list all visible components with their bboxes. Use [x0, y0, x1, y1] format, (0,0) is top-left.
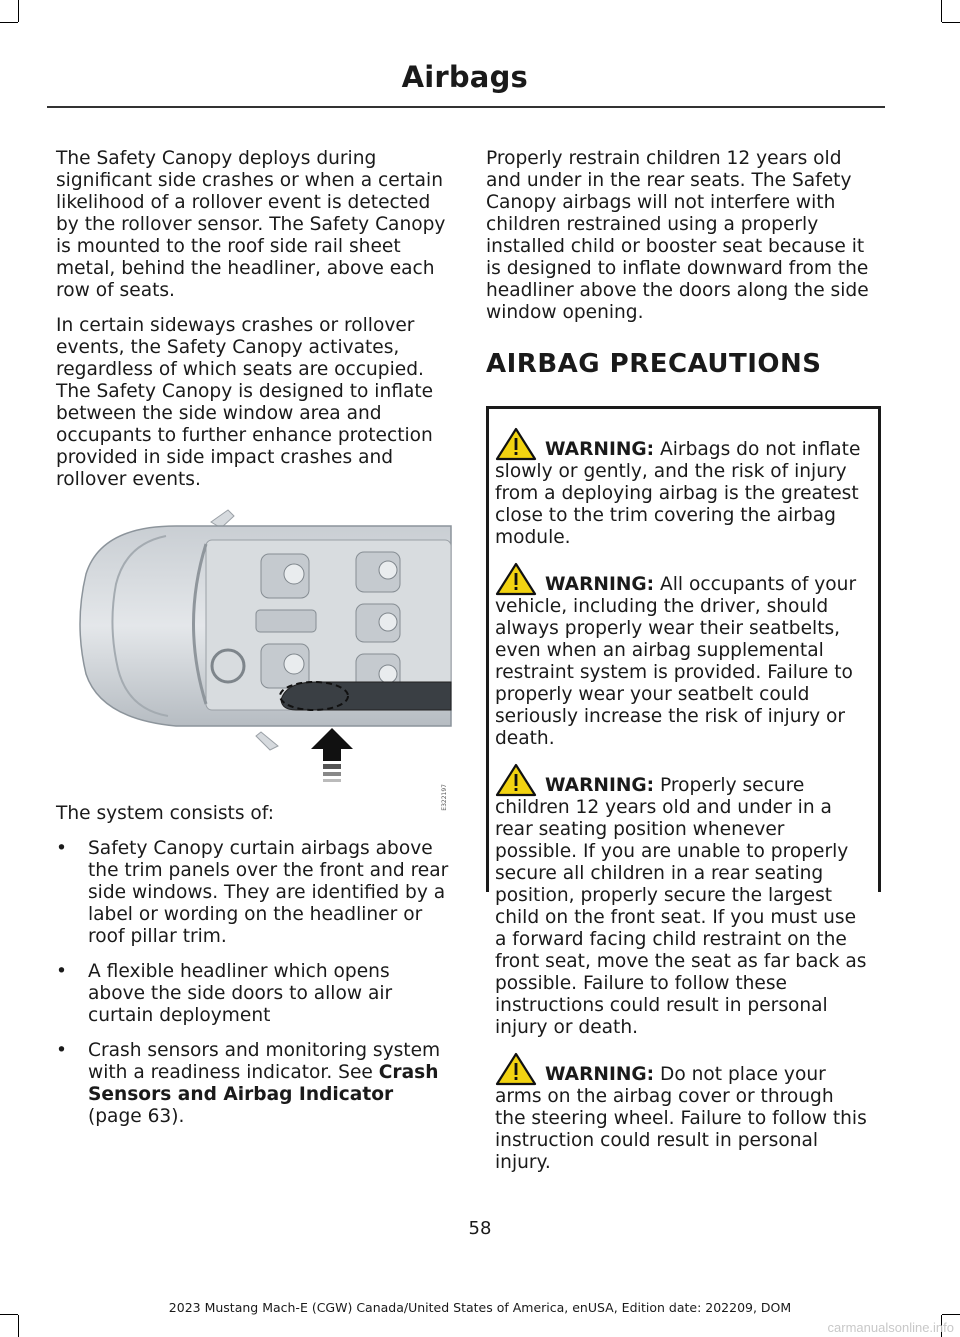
- bullet-marker: •: [56, 1040, 67, 1061]
- list-item-text: Safety Canopy curtain airbags above the trim panels over the front and rear side windows. They are identified by a label or wording on the headliner or roof pillar trim.: [88, 838, 449, 947]
- list-item: [56, 838, 451, 948]
- warning-item: [495, 427, 870, 549]
- cross-reference-link[interactable]: Crash Sensors and Airbag Indicator: [88, 1062, 439, 1105]
- page-reference: (page 63).: [88, 1106, 185, 1127]
- warning-item: [495, 562, 870, 750]
- vehicle-top-view-image: [56, 504, 451, 811]
- paragraph: The Safety Canopy deploys during significant side crashes or when a certain likelihood of a rollover event is detected by the rollover sensor. The Safety Canopy is mounted to the roof side rail sheet metal, behind the headliner, above each row of seats.: [56, 148, 446, 301]
- warning-text: Do not place your arms on the airbag cover or through the steering wheel. Failure to follow this instruction could result in personal injury.: [495, 1064, 867, 1173]
- paragraph: Properly restrain children 12 years old and under in the rear seats. The Safety Canopy airbags will not interfere with children restrained using a properly installed child or booster seat because it is designed to inflate downward from the headliner above the doors along the side window opening.: [486, 148, 869, 323]
- warning-triangle-icon: [495, 763, 541, 797]
- warning-triangle-icon: [495, 1052, 541, 1086]
- paragraph: In certain sideways crashes or rollover events, the Safety Canopy activates, regardless of which seats are occupied. The Safety Canopy is designed to inflate between the side window area and occupants to further enhance protection provided in side impact crashes and rollover events.: [56, 315, 434, 490]
- section-heading: AIRBAG PRECAUTIONS: [486, 349, 822, 379]
- watermark: carmanualsonline.info: [827, 1320, 954, 1335]
- list-item: [56, 961, 451, 1027]
- crop-mark: [0, 22, 18, 23]
- warning-label: WARNING:: [545, 775, 655, 796]
- crop-mark: [18, 1315, 19, 1337]
- list-item: [56, 1040, 451, 1128]
- page-title: Airbags: [401, 60, 528, 94]
- bullet-marker: •: [56, 838, 67, 859]
- right-column: [486, 148, 881, 1173]
- warning-text: Airbags do not inflate slowly or gently, and the risk of injury from a deploying airbag is the greatest close to the trim covering the airbag module.: [495, 439, 861, 548]
- warning-item: [495, 763, 870, 1039]
- list-item-text: Crash sensors and monitoring system with a readiness indicator. See: [88, 1040, 441, 1083]
- component-list: [56, 838, 451, 1128]
- document-footer: 2023 Mustang Mach-E (CGW) Canada/United States of America, enUSA, Edition date: 202209, DOM: [168, 1300, 792, 1315]
- crop-mark: [942, 22, 960, 23]
- warning-label: WARNING:: [545, 1064, 655, 1085]
- warning-label: WARNING:: [545, 439, 655, 460]
- crop-mark: [941, 0, 942, 22]
- warning-text: Properly secure children 12 years old and under in a rear seating position whenever possible. If you are unable to properly secure all children in a rear seating position, properly secure the largest child on the front seat. If you must use a forward facing child restraint on the front seat, move the seat as far back as possible. Failure to follow these instructions could result in personal injury or death.: [495, 775, 867, 1038]
- warning-item: [495, 1052, 870, 1174]
- left-column: [56, 148, 451, 1141]
- bullet-marker: •: [56, 961, 67, 982]
- warning-label: WARNING:: [545, 574, 655, 595]
- list-item-text: A flexible headliner which opens above the side doors to allow air curtain deployment: [88, 961, 393, 1026]
- warning-triangle-icon: [495, 427, 541, 461]
- page-number: 58: [468, 1218, 492, 1239]
- header-divider: [47, 106, 885, 108]
- system-intro: The system consists of:: [56, 803, 274, 824]
- figure-id: E322197: [441, 784, 448, 811]
- crop-mark: [18, 0, 19, 22]
- warning-text: All occupants of your vehicle, including the driver, should always properly wear their seatbelts, even when an airbag supplemental restraint system is provided. Failure to properly wear your seatbelt could seriously increase the risk of injury or death.: [495, 574, 857, 749]
- warning-triangle-icon: [495, 562, 541, 596]
- vehicle-airbag-illustration: [56, 504, 451, 811]
- warning-box: [486, 406, 881, 1173]
